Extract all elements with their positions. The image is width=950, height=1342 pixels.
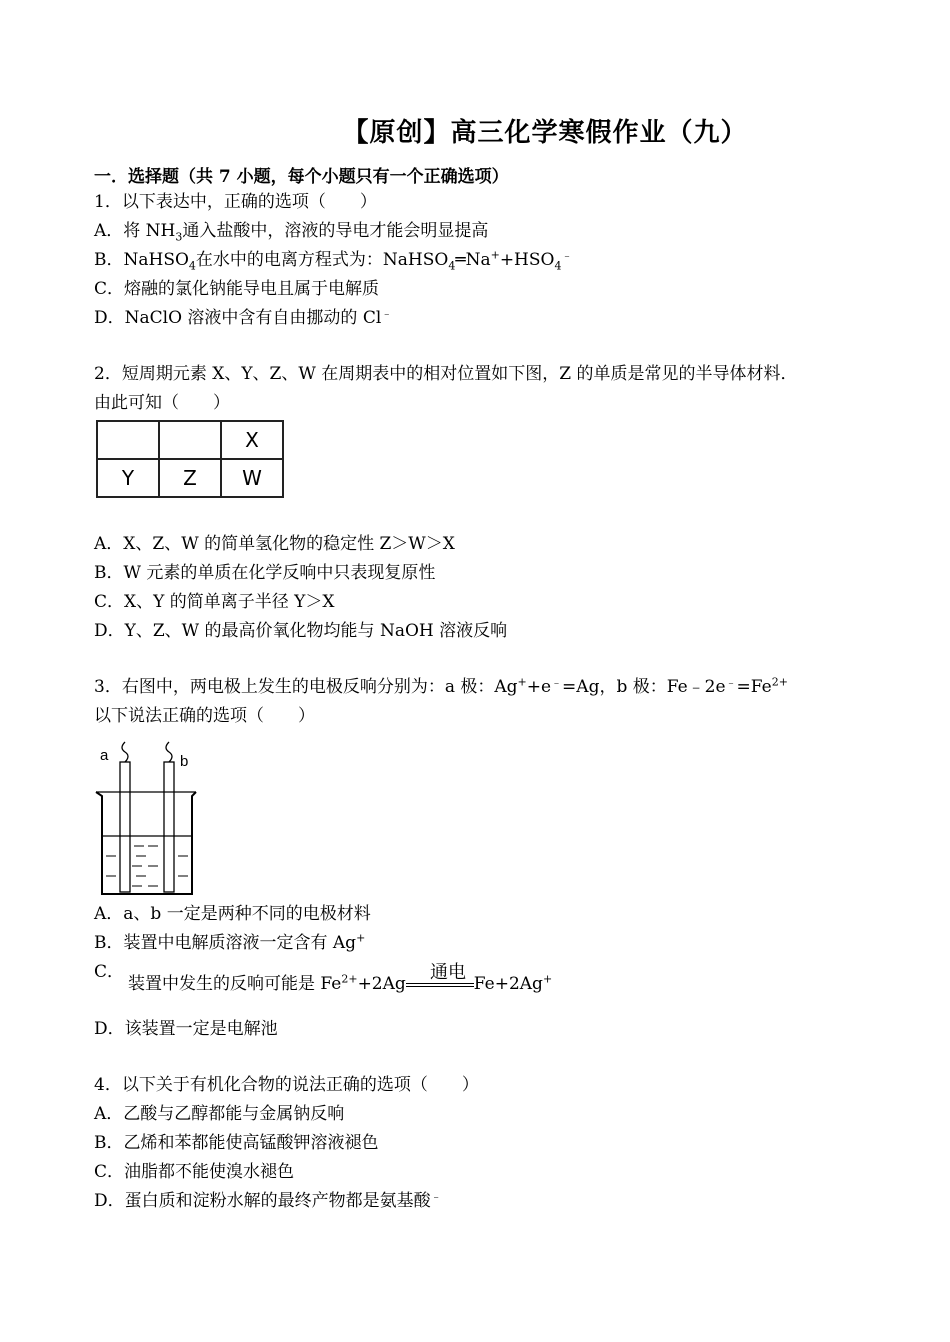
q2-option-d: D．Y、Z、W 的最高价氧化物均能与 NaOH 溶液反响 [94,621,508,641]
liquid-hatching [106,846,188,886]
electrode-label-b: b [180,753,189,770]
q2-stem-line1: 2．短周期元素 X、Y、Z、W 在周期表中的相对位置如下图，Z 的单质是常见的半导体材料． [94,364,798,384]
q4-option-b: B．乙烯和苯都能使高锰酸钾溶液褪色 [94,1133,379,1153]
table-row [97,459,283,497]
table-cell: X [221,421,283,459]
q1-option-b: B．NaHSO$_4$在水中的电离方程式为：$NaHSO_4═Na^++HSO_4^﹣$ [94,248,573,273]
q3-option-c: 装置中发生的反响可能是 $Fe^{2+}+2Ag$ Fe+2Ag+ [128,972,553,994]
arrow-condition-label: 通电 [430,962,466,983]
q1-stem: 1．以下表达中，正确的选项（ ） [94,192,377,212]
page-title: 【原创】高三化学寒假作业（九） [342,118,748,148]
q4-stem: 4．以下关于有机化合物的说法正确的选项（ ） [94,1075,479,1095]
table-cell: Y [97,459,159,497]
table-cell [97,421,159,459]
q3-option-a: A．a、b 一定是两种不同的电极材料 [94,904,371,924]
beaker [96,792,196,894]
q4-option-a: A．乙酸与乙醇都能与金属钠反响 [94,1104,345,1124]
q4-option-c: C．油脂都不能使溴水褪色 [94,1162,295,1182]
wire-b [166,742,172,762]
table-cell: Z [159,459,221,497]
q3-stem-line1: 3．右图中，两电极上发生的电极反响分别为：a 极：Ag++e﹣=Ag，b 极：$Fe﹣2e^﹣=Fe^{2+}$ [94,675,788,697]
electrode-label-a: a [100,747,109,764]
section-heading: 一．选择题（共 7 小题，每个小题只有一个正确选项） [94,167,509,187]
q3-option-c-label: C． [94,962,125,982]
q3-stem-line2: 以下说法正确的选项（ ） [94,706,315,726]
q1-option-c: C．熔融的氯化钠能导电且属于电解质 [94,279,380,299]
electrode-b [164,762,174,892]
q3-option-b: B．装置中电解质溶液一定含有 Ag+ [94,931,366,953]
q2-stem-line2: 由此可知（ ） [94,393,230,413]
wire-a [122,742,128,762]
electrode-a [120,762,130,892]
q2-option-c: C．X、Y 的简单离子半径 Y＞X [94,592,335,612]
table-cell: W [221,459,283,497]
q2-option-b: B．W 元素的单质在化学反响中只表现复原性 [94,563,436,583]
periodic-table-fragment [96,420,284,498]
table-cell [159,421,221,459]
table-row [97,421,283,459]
q1-option-d: D．NaClO 溶液中含有自由挪动的 Cl﹣ [94,306,393,328]
q3-option-d: D．该装置一定是电解池 [94,1019,278,1039]
q4-option-d: D．蛋白质和淀粉水解的最终产物都是氨基酸﹣ [94,1189,442,1211]
electrolysis-beaker-diagram [92,738,202,900]
q1-option-a: A．将 $NH_3$通入盐酸中，溶液的导电才能会明显提高 [94,221,489,244]
q2-option-a: A．X、Z、W 的简单氢化物的稳定性 Z＞W＞X [94,534,455,554]
